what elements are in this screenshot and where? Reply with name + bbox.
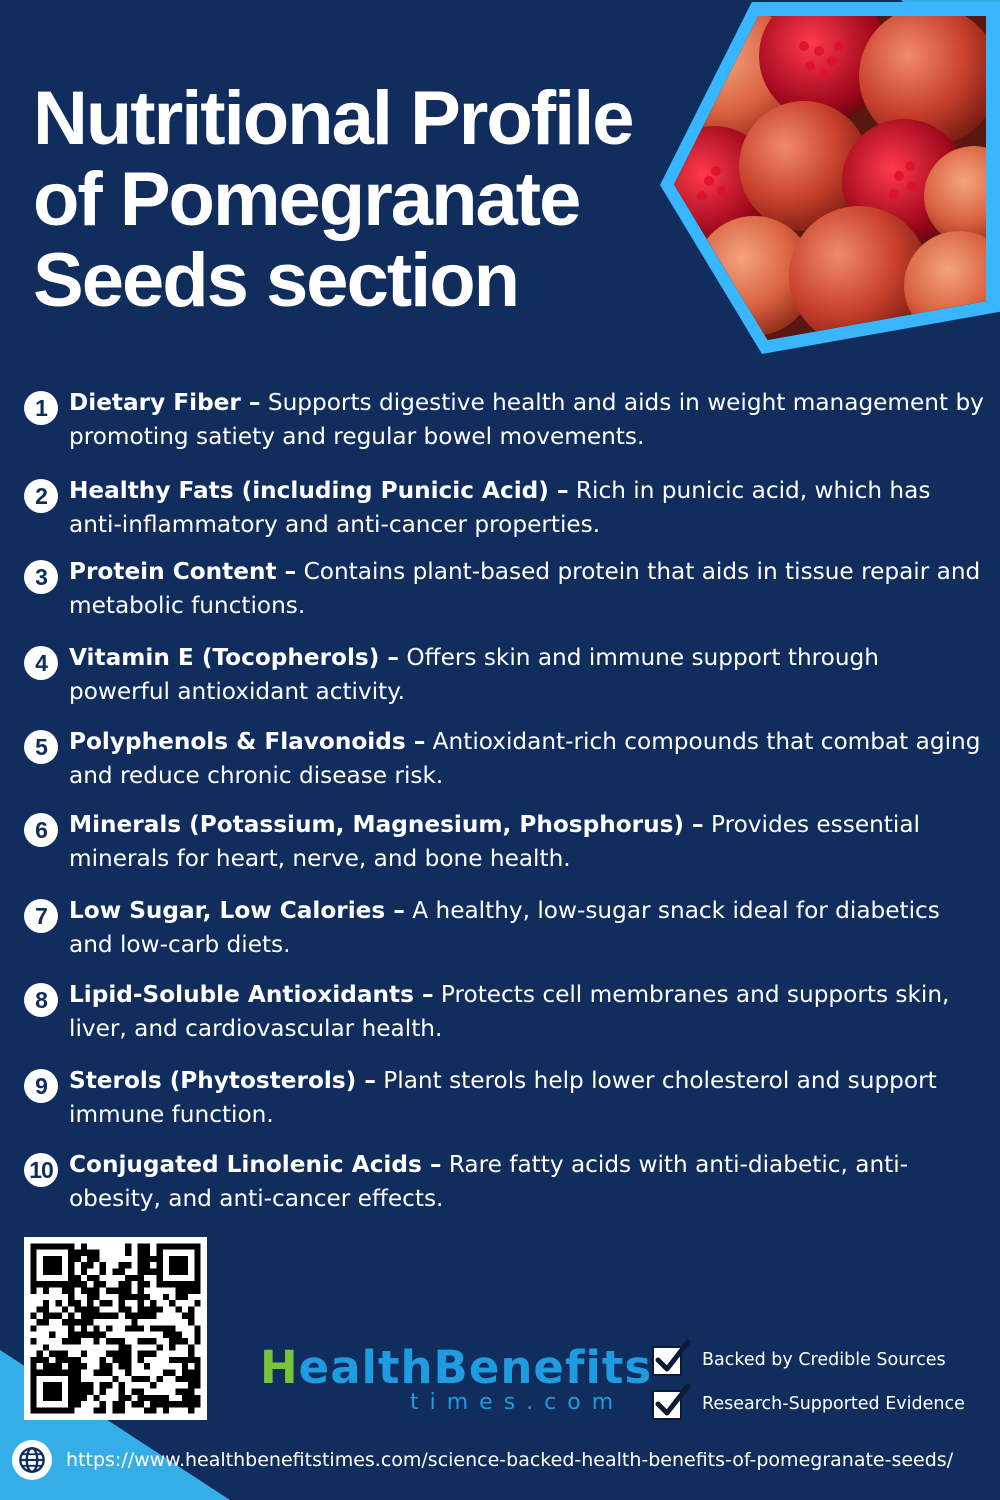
item-description: Offers skin and immune support through powerful antioxidant activity.: [69, 644, 879, 705]
item-term: Lipid-Soluble Antioxidants –: [69, 981, 434, 1008]
item-number: 10: [24, 1153, 58, 1187]
item-text: [69, 978, 984, 1046]
item-number: 7: [24, 899, 58, 933]
logo-h-letter: H: [260, 1341, 299, 1394]
page-title: [33, 78, 673, 321]
badge-credible-sources: [652, 1342, 982, 1382]
item-text: [69, 894, 984, 962]
item-description: Rare fatty acids with anti-diabetic, anti-obesity, and anti-cancer effects.: [69, 1151, 909, 1212]
item-term: Healthy Fats (including Punicic Acid) –: [69, 477, 569, 504]
item-text: [69, 1064, 984, 1132]
item-term: Conjugated Linolenic Acids –: [69, 1151, 442, 1178]
item-text: [69, 386, 984, 454]
item-number: 1: [24, 391, 58, 425]
source-url-link[interactable]: https://www.healthbenefitstimes.com/science-backed-health-benefits-of-pomegranate-seeds/: [66, 1449, 954, 1471]
item-number: 4: [24, 646, 58, 680]
item-term: Dietary Fiber –: [69, 389, 261, 416]
item-description: Contains plant-based protein that aids in tissue repair and metabolic functions.: [69, 558, 981, 619]
item-description: Rich in punicic acid, which has anti-inflammatory and anti-cancer properties.: [69, 477, 931, 538]
qr-code[interactable]: [24, 1237, 207, 1420]
item-term: Low Sugar, Low Calories –: [69, 897, 405, 924]
item-term: Polyphenols & Flavonoids –: [69, 728, 426, 755]
item-term: Sterols (Phytosterols) –: [69, 1067, 376, 1094]
item-number: 3: [24, 560, 58, 594]
item-term: Protein Content –: [69, 558, 297, 585]
title-line: Seeds section: [33, 238, 519, 323]
item-description: A healthy, low-sugar snack ideal for diabetics and low-carb diets.: [69, 897, 940, 958]
globe-icon: [12, 1440, 52, 1480]
item-description: Protects cell membranes and supports skin, liver, and cardiovascular health.: [69, 981, 950, 1042]
item-description: Plant sterols help lower cholesterol and support immune function.: [69, 1067, 937, 1128]
logo-wordmark: [260, 1340, 652, 1396]
item-text: [69, 555, 984, 623]
item-text: [69, 641, 984, 709]
item-text: [69, 808, 984, 876]
item-term: Vitamin E (Tocopherols) –: [69, 644, 399, 671]
item-term: Minerals (Potassium, Magnesium, Phosphorus) –: [69, 811, 704, 838]
item-number: 8: [24, 983, 58, 1017]
item-description: Supports digestive health and aids in weight management by promoting satiety and regular bowel movements.: [69, 389, 984, 450]
badge-label: Backed by Credible Sources: [702, 1350, 946, 1370]
item-number: 6: [24, 813, 58, 847]
title-line: Nutritional Profile: [33, 76, 633, 161]
site-logo[interactable]: [260, 1340, 653, 1420]
item-number: 5: [24, 730, 58, 764]
badge-label: Research-Supported Evidence: [702, 1394, 965, 1414]
item-description: Antioxidant-rich compounds that combat aging and reduce chronic disease risk.: [69, 728, 981, 789]
item-number: 9: [24, 1069, 58, 1103]
item-text: [69, 1148, 984, 1216]
logo-main-text: ealthBenefits: [298, 1341, 653, 1394]
item-text: [69, 725, 984, 793]
item-text: [69, 474, 984, 542]
checkmark-icon: [652, 1390, 682, 1420]
item-description: Provides essential minerals for heart, nerve, and bone health.: [69, 811, 920, 872]
item-number: 2: [24, 479, 58, 513]
checkmark-icon: [652, 1346, 682, 1376]
pomegranate-photo: [660, 2, 1000, 354]
logo-subtext: times.com: [410, 1390, 625, 1415]
title-line: of Pomegranate: [33, 157, 580, 242]
badge-research-evidence: [652, 1386, 982, 1426]
